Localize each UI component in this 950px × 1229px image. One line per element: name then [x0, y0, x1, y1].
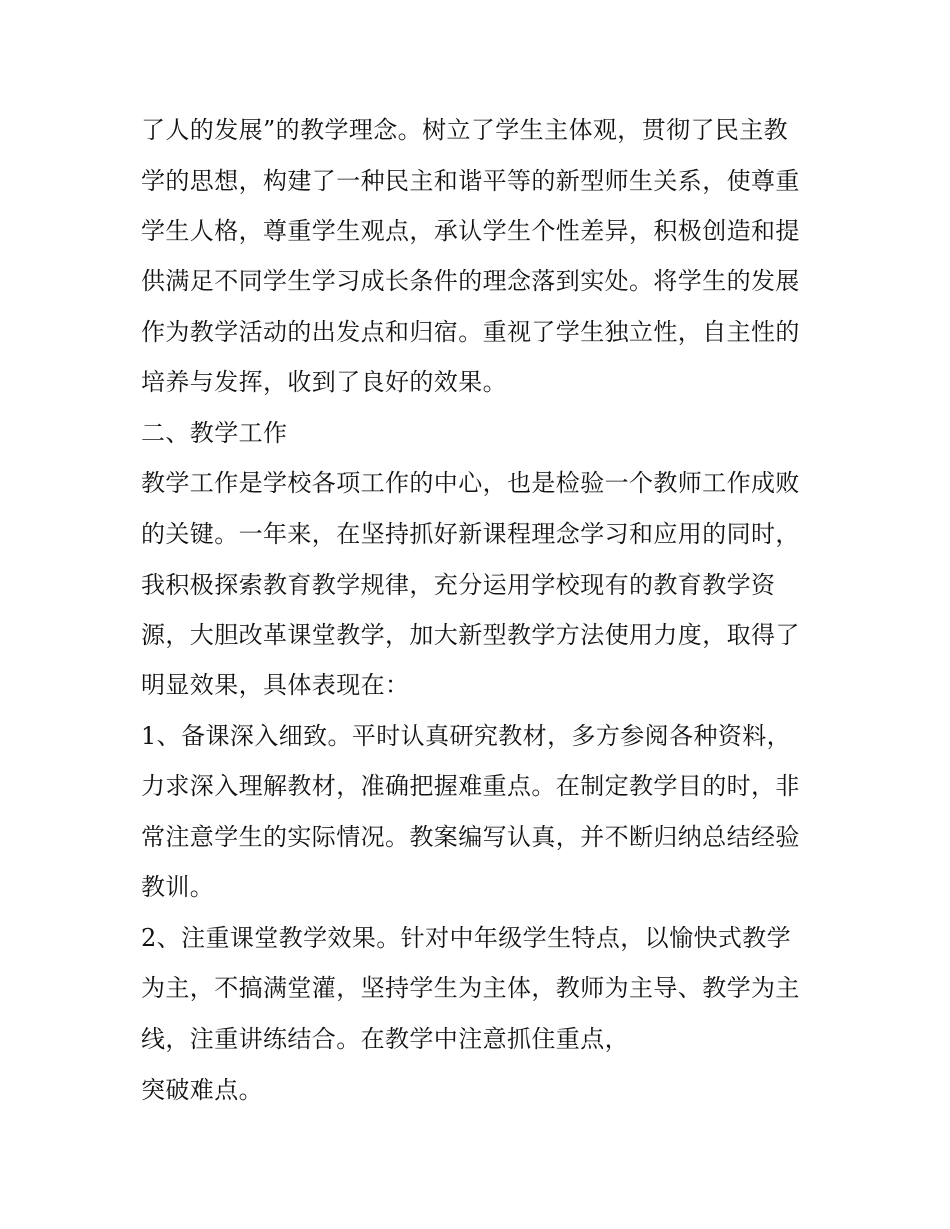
- text-line: 突破难点。: [141, 1076, 263, 1104]
- section-heading: 二、教学工作: [141, 419, 288, 447]
- text-line: 我积极探索教育教学规律，充分运用学校现有的教育教学资: [141, 571, 776, 599]
- text-line: 教学工作是学校各项工作的中心，也是检验一个教师工作成败: [141, 469, 800, 497]
- text-line: 为主，不搞满堂灌，坚持学生为主体，教师为主导、教学为主: [141, 974, 800, 1002]
- text-line: 明显效果，具体表现在：: [141, 671, 410, 699]
- list-item-1-line: 1、备课深入细致。平时认真研究教材，多方参阅各种资料，: [141, 722, 792, 750]
- text-line: 学生人格，尊重学生观点，承认学生个性差异，积极创造和提: [141, 217, 800, 245]
- text-line: 作为教学活动的出发点和归宿。重视了学生独立性，自主性的: [141, 318, 800, 346]
- text-line: 源，大胆改革课堂教学，加大新型教学方法使用力度，取得了: [141, 621, 800, 649]
- text-line: 线，注重讲练结合。在教学中注意抓住重点，: [141, 1025, 629, 1053]
- text-line: 培养与发挥，收到了良好的效果。: [141, 368, 507, 396]
- text-line: 常注意学生的实际情况。教案编写认真，并不断归纳总结经验: [141, 823, 800, 851]
- text-line: 了人的发展”的教学理念。树立了学生主体观，贯彻了民主教: [141, 116, 789, 144]
- text-line: 力求深入理解教材，准确把握难重点。在制定教学目的时，非: [141, 772, 800, 800]
- text-line: 学的思想，构建了一种民主和谐平等的新型师生关系，使尊重: [141, 167, 800, 195]
- text-line: 供满足不同学生学习成长条件的理念落到实处。将学生的发展: [141, 267, 800, 295]
- list-item-2-line: 2、注重课堂教学效果。针对中年级学生特点，以愉快式教学: [141, 924, 792, 952]
- text-line: 教训。: [141, 873, 215, 901]
- text-line: 的关键。一年来，在坚持抓好新课程理念学习和应用的同时，: [141, 520, 800, 548]
